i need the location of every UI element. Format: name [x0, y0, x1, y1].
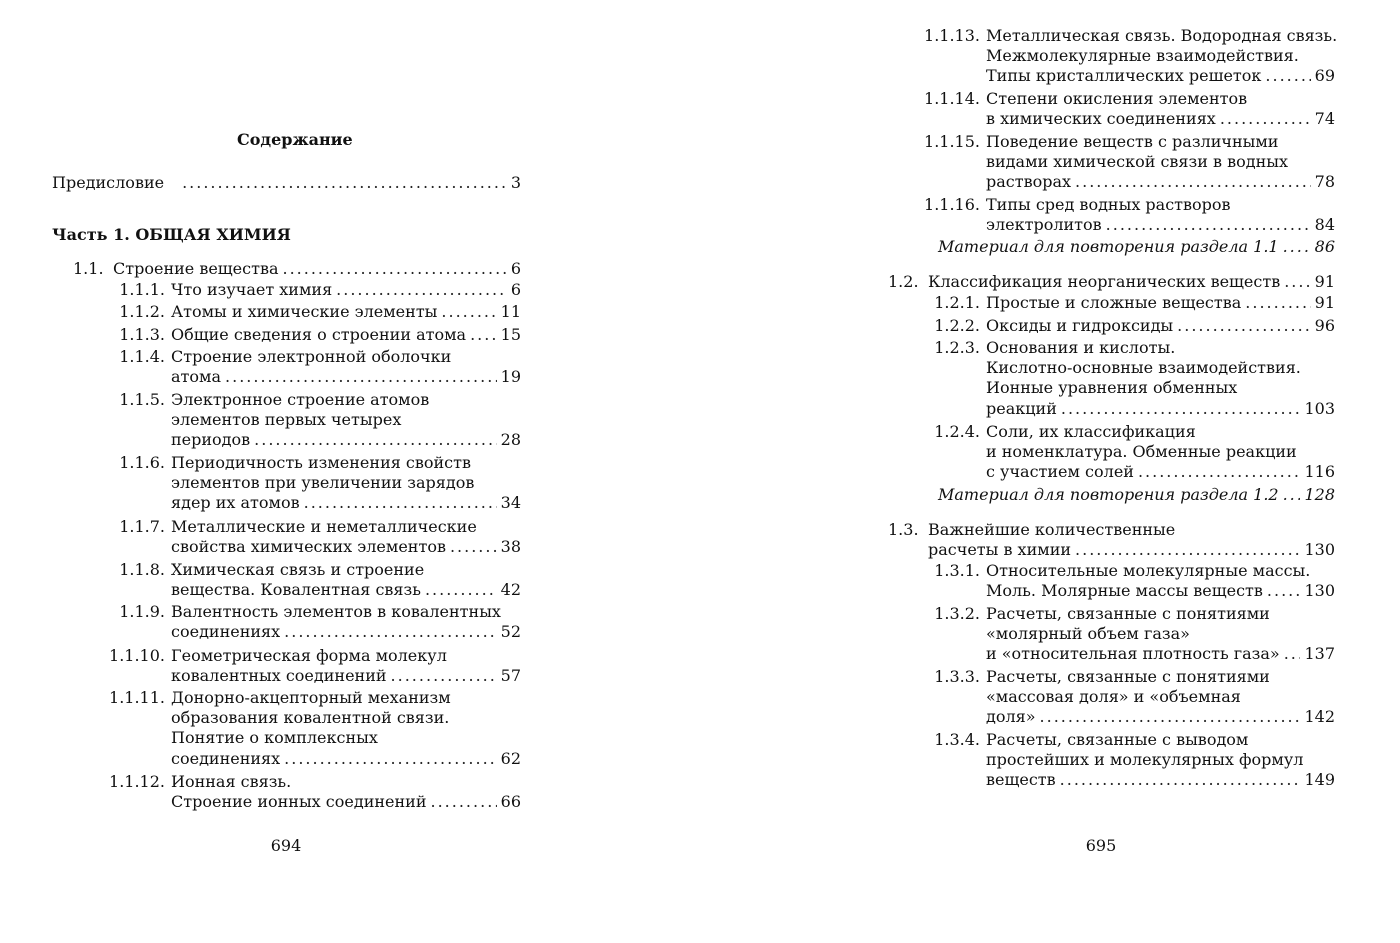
entry-page: 86 — [1314, 237, 1335, 256]
entry-label-line: веществ — [986, 770, 1056, 790]
entry-page: 116 — [1304, 462, 1335, 482]
entry-label-line: Донорно-акцепторный механизм — [171, 688, 451, 707]
entry-page: 6 — [510, 280, 521, 299]
entry-label-line: образования ковалентной связи. — [171, 708, 450, 728]
entry-label-line: Типы кристаллических решеток — [986, 66, 1262, 86]
entry-page: 28 — [500, 430, 521, 450]
entry-number: 1.1.15. — [924, 132, 980, 151]
entry-number: 1.3.2. — [934, 604, 980, 623]
entry-page: 15 — [500, 325, 521, 344]
entry-number: 1.1.2. — [119, 302, 165, 321]
entry-label-line: Расчеты, связанные с понятиями — [986, 604, 1270, 623]
entry-label: Материал для повторения раздела 1.2 — [938, 485, 1279, 504]
entry-label: Строение вещества — [113, 259, 279, 278]
entry-label-line: вещества. Ковалентная связь — [171, 580, 421, 600]
entry-label-line: Расчеты, связанные с выводом — [986, 730, 1249, 749]
right-page — [700, 0, 1400, 943]
page-number-right: 695 — [1085, 836, 1117, 855]
entry-label-line: Соли, их классификация — [986, 422, 1196, 441]
entry-page: 52 — [500, 622, 521, 642]
entry-label-line: соединениях — [171, 622, 281, 642]
entry-page: 62 — [500, 748, 521, 768]
entry-label-line: Металлические и неметаллические — [171, 517, 477, 536]
entry-label-line: растворах — [986, 172, 1072, 192]
entry-label-line: Что изучает химия — [171, 280, 333, 299]
entry-page: 42 — [500, 580, 521, 600]
entry-label-line: Строение электронной оболочки — [171, 347, 452, 366]
entry-number: 1.1.16. — [924, 195, 980, 214]
entry-page: 103 — [1304, 398, 1335, 418]
entry-label-line: элементов при увеличении зарядов — [171, 473, 475, 493]
entry-label-line: периодов — [171, 430, 251, 450]
entry-page: 11 — [500, 302, 521, 321]
entry-number: 1.1. — [73, 259, 104, 278]
entry-number: 1.3. — [888, 520, 919, 539]
entry-label-line: Геометрическая форма молекул — [171, 646, 447, 665]
entry-number: 1.1.5. — [119, 390, 165, 409]
entry-label-line: Строение ионных соединений — [171, 792, 427, 812]
entry-label-line: Кислотно-основные взаимодействия. — [986, 358, 1301, 378]
entry-number: 1.1.9. — [119, 602, 165, 621]
entry-page: 130 — [1304, 540, 1335, 560]
entry-label-line: и номенклатура. Обменные реакции — [986, 442, 1297, 462]
entry-number: 1.1.4. — [119, 347, 165, 366]
entry-page: 96 — [1314, 316, 1335, 335]
entry-number: 1.1.6. — [119, 453, 165, 472]
entry-label: Предисловие — [52, 173, 165, 192]
entry-number: 1.3.4. — [934, 730, 980, 749]
entry-label-line: Степени окисления элементов — [986, 89, 1248, 108]
toc-title: Содержание — [237, 130, 353, 149]
entry-page: 91 — [1314, 293, 1335, 312]
entry-page: 84 — [1314, 215, 1335, 235]
entry-label-line: простейших и молекулярных формул — [986, 750, 1304, 770]
entry-number: 1.3.3. — [934, 667, 980, 686]
entry-label-line: Межмолекулярные взаимодействия. — [986, 46, 1299, 66]
entry-page: 74 — [1314, 109, 1335, 129]
entry-number: 1.2.1. — [934, 293, 980, 312]
entry-page: 38 — [500, 537, 521, 557]
entry-label-line: Валентность элементов в ковалентных — [171, 602, 501, 621]
entry-label-line: Расчеты, связанные с понятиями — [986, 667, 1270, 686]
entry-label-line: ядер их атомов — [171, 493, 300, 513]
entry-label-line: Поведение веществ с различными — [986, 132, 1279, 151]
entry-label-line: Химическая связь и строение — [171, 560, 425, 579]
entry-label-line: Металлическая связь. Водородная связь. — [986, 26, 1338, 45]
entry-label-line: Моль. Молярные массы веществ — [986, 581, 1263, 601]
entry-label-line: Периодичность изменения свойств — [171, 453, 471, 472]
entry-label-line: в химических соединениях — [986, 109, 1216, 129]
entry-page: 78 — [1314, 172, 1335, 192]
entry-label-line: Важнейшие количественные — [928, 520, 1176, 539]
entry-page: 19 — [500, 367, 521, 387]
toc-list-right-c — [700, 0, 1400, 943]
entry-label-line: Электронное строение атомов — [171, 390, 430, 409]
entry-label-line: Понятие о комплексных — [171, 728, 378, 748]
entry-label-line: свойства химических элементов — [171, 537, 446, 557]
entry-label-line: Основания и кислоты. — [986, 338, 1176, 357]
entry-number: 1.1.8. — [119, 560, 165, 579]
entry-number: 1.2.4. — [934, 422, 980, 441]
entry-page: 128 — [1304, 485, 1335, 504]
entry-page: 3 — [510, 173, 521, 192]
entry-page: 69 — [1314, 66, 1335, 86]
entry-label-line: видами химической связи в водных — [986, 152, 1288, 172]
entry-number: 1.1.3. — [119, 325, 165, 344]
entry-page: 137 — [1304, 644, 1335, 664]
entry-number: 1.1.11. — [109, 688, 165, 707]
entry-label-line: «молярный объем газа» — [986, 624, 1190, 644]
entry-label-line: расчеты в химии — [928, 540, 1072, 560]
entry-number: 1.1.1. — [119, 280, 165, 299]
entry-number: 1.2. — [888, 272, 919, 291]
entry-label-line: атома — [171, 367, 222, 387]
entry-label-line: Ионная связь. — [171, 772, 292, 791]
entry-label-line: Общие сведения о строении атома — [171, 325, 467, 344]
entry-label-line: Простые и сложные вещества — [986, 293, 1242, 312]
part-heading: Часть 1. ОБЩАЯ ХИМИЯ — [52, 225, 291, 244]
entry-label: Материал для повторения раздела 1.1 — [938, 237, 1279, 256]
entry-page: 130 — [1304, 581, 1335, 601]
entry-number: 1.1.14. — [924, 89, 980, 108]
entry-number: 1.1.7. — [119, 517, 165, 536]
entry-label-line: элементов первых четырех — [171, 410, 402, 430]
entry-label-line: ковалентных соединений — [171, 666, 387, 686]
entry-label-line: электролитов — [986, 215, 1102, 235]
entry-label-line: доля» — [986, 707, 1036, 727]
entry-number: 1.3.1. — [934, 561, 980, 580]
page-number-left: 694 — [270, 836, 302, 855]
entry-label-line: Атомы и химические элементы — [171, 302, 438, 321]
entry-label-line: соединениях — [171, 748, 281, 768]
entry-number: 1.1.10. — [109, 646, 165, 665]
entry-label-line: «массовая доля» и «объемная — [986, 687, 1241, 707]
entry-number: 1.2.2. — [934, 316, 980, 335]
entry-label-line: реакций — [986, 398, 1057, 418]
entry-label-line: с участием солей — [986, 462, 1134, 482]
entry-page: 142 — [1304, 707, 1335, 727]
entry-page: 34 — [500, 493, 521, 513]
entry-page: 149 — [1304, 770, 1335, 790]
entry-page: 57 — [500, 666, 521, 686]
entry-page: 6 — [510, 259, 521, 278]
entry-label-line: Оксиды и гидроксиды — [986, 316, 1174, 335]
entry-label: Классификация неорганических веществ — [928, 272, 1281, 291]
entry-label-line: Относительные молекулярные массы. — [986, 561, 1311, 580]
entry-number: 1.1.13. — [924, 26, 980, 45]
entry-label-line: Типы сред водных растворов — [986, 195, 1231, 214]
entry-page: 66 — [500, 792, 521, 812]
entry-page: 91 — [1314, 272, 1335, 291]
entry-label-line: Ионные уравнения обменных — [986, 378, 1238, 398]
entry-number: 1.1.12. — [109, 772, 165, 791]
entry-label-line: и «относительная плотность газа» — [986, 644, 1280, 664]
entry-number: 1.2.3. — [934, 338, 980, 357]
